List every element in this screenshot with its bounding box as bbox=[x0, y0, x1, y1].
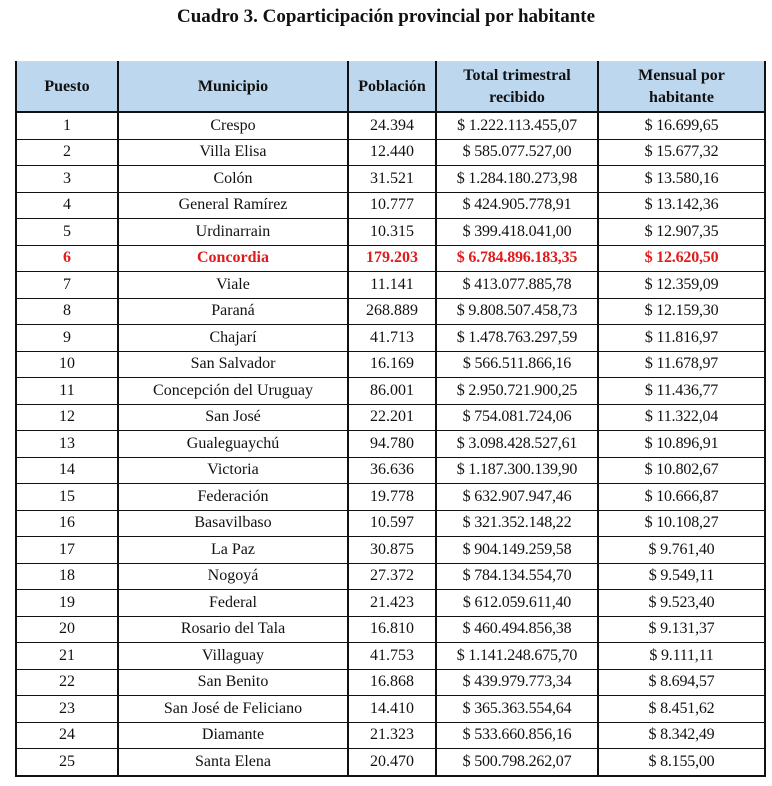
cell-poblacion: 86.001 bbox=[348, 378, 436, 405]
cell-poblacion: 10.777 bbox=[348, 192, 436, 219]
cell-municipio: Concepción del Uruguay bbox=[118, 378, 348, 405]
cell-mensual-por-habitante: $ 12.159,30 bbox=[598, 298, 765, 325]
cell-mensual-por-habitante: $ 10.896,91 bbox=[598, 431, 765, 458]
cell-municipio: Rosario del Tala bbox=[118, 616, 348, 643]
cell-mensual-por-habitante: $ 8.155,00 bbox=[598, 749, 765, 776]
cell-mensual-por-habitante: $ 9.131,37 bbox=[598, 616, 765, 643]
cell-total-trimestral: $ 1.478.763.297,59 bbox=[436, 325, 598, 352]
cell-municipio: San José de Feliciano bbox=[118, 696, 348, 723]
cell-total-trimestral: $ 566.511.866,16 bbox=[436, 351, 598, 378]
table-row bbox=[16, 484, 765, 511]
table-row bbox=[16, 272, 765, 299]
cell-mensual-por-habitante: $ 11.816,97 bbox=[598, 325, 765, 352]
table-row-highlighted bbox=[16, 245, 765, 272]
header-puesto: Puesto bbox=[16, 62, 118, 113]
table-row bbox=[16, 431, 765, 458]
table-row bbox=[16, 298, 765, 325]
cell-mensual-por-habitante: $ 12.359,09 bbox=[598, 272, 765, 299]
cell-mensual-por-habitante: $ 9.111,11 bbox=[598, 643, 765, 670]
cell-total-trimestral: $ 533.660.856,16 bbox=[436, 722, 598, 749]
table-row bbox=[16, 510, 765, 537]
cell-puesto: 9 bbox=[16, 325, 118, 352]
table-row bbox=[16, 192, 765, 219]
cell-puesto: 2 bbox=[16, 139, 118, 166]
cell-total-trimestral: $ 2.950.721.900,25 bbox=[436, 378, 598, 405]
cell-poblacion: 27.372 bbox=[348, 563, 436, 590]
cell-mensual-por-habitante: $ 11.322,04 bbox=[598, 404, 765, 431]
cell-total-trimestral: $ 460.494.856,38 bbox=[436, 616, 598, 643]
cell-poblacion: 94.780 bbox=[348, 431, 436, 458]
cell-puesto: 7 bbox=[16, 272, 118, 299]
cell-poblacion: 14.410 bbox=[348, 696, 436, 723]
cell-puesto: 24 bbox=[16, 722, 118, 749]
cell-municipio: Chajarí bbox=[118, 325, 348, 352]
header-mensual-line1: Mensual por bbox=[638, 66, 725, 84]
table-row bbox=[16, 325, 765, 352]
cell-puesto: 13 bbox=[16, 431, 118, 458]
cell-total-trimestral: $ 1.141.248.675,70 bbox=[436, 643, 598, 670]
cell-total-trimestral: $ 424.905.778,91 bbox=[436, 192, 598, 219]
cell-total-trimestral: $ 632.907.947,46 bbox=[436, 484, 598, 511]
cell-mensual-por-habitante: $ 8.694,57 bbox=[598, 669, 765, 696]
cell-puesto: 21 bbox=[16, 643, 118, 670]
cell-poblacion: 19.778 bbox=[348, 484, 436, 511]
cell-municipio: Concordia bbox=[118, 245, 348, 272]
cell-mensual-por-habitante: $ 11.678,97 bbox=[598, 351, 765, 378]
cell-total-trimestral: $ 904.149.259,58 bbox=[436, 537, 598, 564]
cell-puesto: 20 bbox=[16, 616, 118, 643]
cell-total-trimestral: $ 585.077.527,00 bbox=[436, 139, 598, 166]
cell-poblacion: 24.394 bbox=[348, 112, 436, 139]
cell-mensual-por-habitante: $ 13.142,36 bbox=[598, 192, 765, 219]
cell-mensual-por-habitante: $ 15.677,32 bbox=[598, 139, 765, 166]
cell-poblacion: 11.141 bbox=[348, 272, 436, 299]
cell-poblacion: 41.713 bbox=[348, 325, 436, 352]
header-total-line2: recibido bbox=[489, 88, 545, 106]
table-row bbox=[16, 749, 765, 776]
cell-poblacion: 31.521 bbox=[348, 166, 436, 193]
cell-municipio: La Paz bbox=[118, 537, 348, 564]
table-row bbox=[16, 166, 765, 193]
header-poblacion: Población bbox=[348, 62, 436, 113]
table-row bbox=[16, 537, 765, 564]
cell-total-trimestral: $ 6.784.896.183,35 bbox=[436, 245, 598, 272]
cell-mensual-por-habitante: $ 9.761,40 bbox=[598, 537, 765, 564]
cell-total-trimestral: $ 439.979.773,34 bbox=[436, 669, 598, 696]
table-row bbox=[16, 219, 765, 246]
cell-mensual-por-habitante: $ 9.523,40 bbox=[598, 590, 765, 617]
cell-total-trimestral: $ 1.187.300.139,90 bbox=[436, 457, 598, 484]
cell-total-trimestral: $ 1.284.180.273,98 bbox=[436, 166, 598, 193]
cell-puesto: 4 bbox=[16, 192, 118, 219]
cell-total-trimestral: $ 365.363.554,64 bbox=[436, 696, 598, 723]
cell-poblacion: 10.315 bbox=[348, 219, 436, 246]
table-row bbox=[16, 669, 765, 696]
cell-poblacion: 16.810 bbox=[348, 616, 436, 643]
cell-total-trimestral: $ 784.134.554,70 bbox=[436, 563, 598, 590]
table-row bbox=[16, 139, 765, 166]
cell-puesto: 3 bbox=[16, 166, 118, 193]
table-row bbox=[16, 696, 765, 723]
cell-total-trimestral: $ 413.077.885,78 bbox=[436, 272, 598, 299]
cell-mensual-por-habitante: $ 12.620,50 bbox=[598, 245, 765, 272]
cell-mensual-por-habitante: $ 12.907,35 bbox=[598, 219, 765, 246]
cell-municipio: Paraná bbox=[118, 298, 348, 325]
table-title: Cuadro 3. Coparticipación provincial por habitante bbox=[176, 6, 596, 27]
cell-puesto: 1 bbox=[16, 112, 118, 139]
cell-poblacion: 12.440 bbox=[348, 139, 436, 166]
cell-poblacion: 41.753 bbox=[348, 643, 436, 670]
table-row bbox=[16, 351, 765, 378]
cell-puesto: 6 bbox=[16, 245, 118, 272]
cell-municipio: San José bbox=[118, 404, 348, 431]
cell-municipio: Crespo bbox=[118, 112, 348, 139]
coparticipacion-table bbox=[15, 61, 766, 777]
cell-municipio: Villaguay bbox=[118, 643, 348, 670]
cell-total-trimestral: $ 3.098.428.527,61 bbox=[436, 431, 598, 458]
cell-total-trimestral: $ 754.081.724,06 bbox=[436, 404, 598, 431]
cell-puesto: 5 bbox=[16, 219, 118, 246]
cell-poblacion: 21.423 bbox=[348, 590, 436, 617]
cell-municipio: San Salvador bbox=[118, 351, 348, 378]
table-row bbox=[16, 722, 765, 749]
cell-municipio: Federal bbox=[118, 590, 348, 617]
cell-total-trimestral: $ 1.222.113.455,07 bbox=[436, 112, 598, 139]
table-row bbox=[16, 643, 765, 670]
cell-total-trimestral: $ 9.808.507.458,73 bbox=[436, 298, 598, 325]
table-body bbox=[16, 112, 765, 776]
header-mensual-por-habitante bbox=[598, 62, 765, 113]
cell-puesto: 16 bbox=[16, 510, 118, 537]
cell-poblacion: 22.201 bbox=[348, 404, 436, 431]
cell-municipio: Gualeguaychú bbox=[118, 431, 348, 458]
cell-poblacion: 16.169 bbox=[348, 351, 436, 378]
cell-poblacion: 16.868 bbox=[348, 669, 436, 696]
cell-mensual-por-habitante: $ 10.666,87 bbox=[598, 484, 765, 511]
table-row bbox=[16, 404, 765, 431]
cell-poblacion: 20.470 bbox=[348, 749, 436, 776]
cell-puesto: 18 bbox=[16, 563, 118, 590]
header-total-trimestral bbox=[436, 62, 598, 113]
table-row bbox=[16, 563, 765, 590]
cell-mensual-por-habitante: $ 10.802,67 bbox=[598, 457, 765, 484]
cell-total-trimestral: $ 399.418.041,00 bbox=[436, 219, 598, 246]
cell-puesto: 10 bbox=[16, 351, 118, 378]
cell-puesto: 17 bbox=[16, 537, 118, 564]
cell-municipio: Basavilbaso bbox=[118, 510, 348, 537]
cell-puesto: 12 bbox=[16, 404, 118, 431]
cell-total-trimestral: $ 612.059.611,40 bbox=[436, 590, 598, 617]
header-row bbox=[16, 62, 765, 113]
cell-municipio: Diamante bbox=[118, 722, 348, 749]
cell-mensual-por-habitante: $ 8.451,62 bbox=[598, 696, 765, 723]
cell-municipio: Federación bbox=[118, 484, 348, 511]
cell-puesto: 22 bbox=[16, 669, 118, 696]
cell-mensual-por-habitante: $ 11.436,77 bbox=[598, 378, 765, 405]
table-row bbox=[16, 457, 765, 484]
cell-poblacion: 268.889 bbox=[348, 298, 436, 325]
cell-poblacion: 30.875 bbox=[348, 537, 436, 564]
cell-poblacion: 36.636 bbox=[348, 457, 436, 484]
cell-mensual-por-habitante: $ 13.580,16 bbox=[598, 166, 765, 193]
header-mensual-line2: habitante bbox=[649, 88, 714, 106]
cell-municipio: San Benito bbox=[118, 669, 348, 696]
table-row bbox=[16, 378, 765, 405]
header-total-line1: Total trimestral bbox=[463, 66, 571, 84]
cell-total-trimestral: $ 321.352.148,22 bbox=[436, 510, 598, 537]
cell-municipio: Santa Elena bbox=[118, 749, 348, 776]
cell-puesto: 8 bbox=[16, 298, 118, 325]
cell-puesto: 14 bbox=[16, 457, 118, 484]
cell-municipio: General Ramírez bbox=[118, 192, 348, 219]
cell-mensual-por-habitante: $ 8.342,49 bbox=[598, 722, 765, 749]
header-municipio: Municipio bbox=[118, 62, 348, 113]
cell-municipio: Viale bbox=[118, 272, 348, 299]
cell-poblacion: 179.203 bbox=[348, 245, 436, 272]
cell-mensual-por-habitante: $ 9.549,11 bbox=[598, 563, 765, 590]
cell-municipio: Victoria bbox=[118, 457, 348, 484]
table-row bbox=[16, 616, 765, 643]
cell-municipio: Nogoyá bbox=[118, 563, 348, 590]
cell-poblacion: 21.323 bbox=[348, 722, 436, 749]
table-row bbox=[16, 112, 765, 139]
cell-puesto: 15 bbox=[16, 484, 118, 511]
cell-puesto: 19 bbox=[16, 590, 118, 617]
cell-puesto: 11 bbox=[16, 378, 118, 405]
cell-poblacion: 10.597 bbox=[348, 510, 436, 537]
cell-mensual-por-habitante: $ 16.699,65 bbox=[598, 112, 765, 139]
cell-municipio: Colón bbox=[118, 166, 348, 193]
cell-mensual-por-habitante: $ 10.108,27 bbox=[598, 510, 765, 537]
cell-municipio: Urdinarrain bbox=[118, 219, 348, 246]
table-header bbox=[16, 62, 765, 113]
table-row bbox=[16, 590, 765, 617]
cell-puesto: 23 bbox=[16, 696, 118, 723]
cell-municipio: Villa Elisa bbox=[118, 139, 348, 166]
cell-total-trimestral: $ 500.798.262,07 bbox=[436, 749, 598, 776]
cell-puesto: 25 bbox=[16, 749, 118, 776]
